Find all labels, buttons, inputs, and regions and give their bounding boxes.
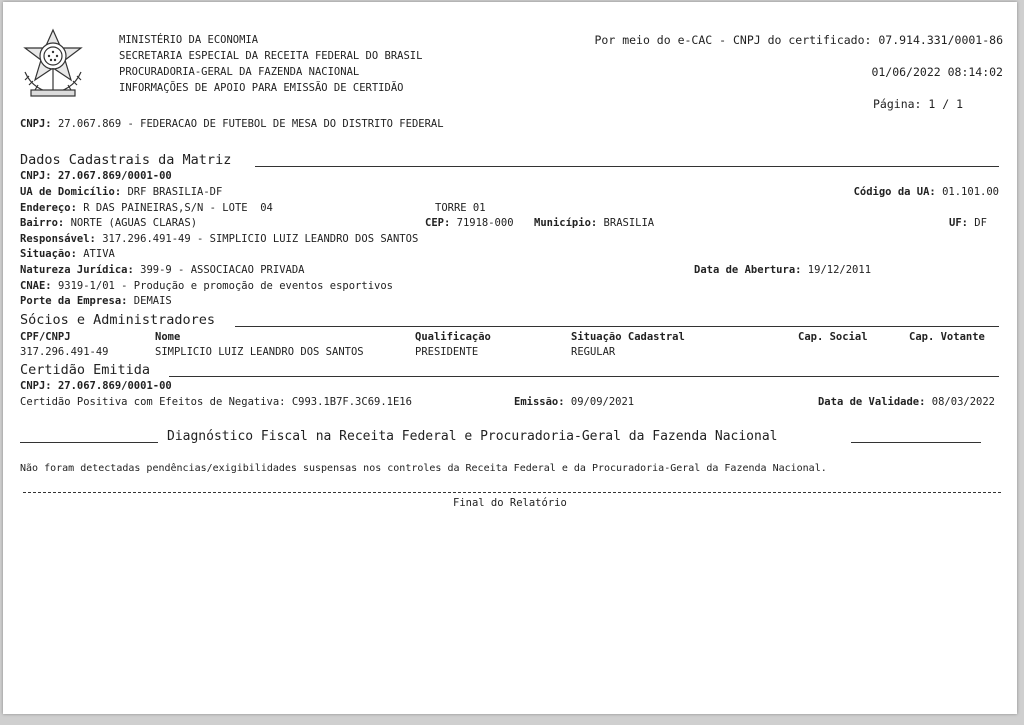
dados-natureza-label: Natureza Jurídica: bbox=[20, 264, 134, 276]
dados-porte-value: DEMAIS bbox=[133, 295, 172, 307]
dados-natureza bbox=[20, 264, 305, 277]
dados-responsavel bbox=[20, 233, 418, 246]
dados-ua-label: UA de Domicílio: bbox=[20, 186, 122, 198]
dados-endereco bbox=[20, 202, 273, 215]
dados-complemento: TORRE 01 bbox=[435, 202, 486, 214]
brazil-coat-of-arms-icon bbox=[17, 26, 89, 102]
dados-codigo-ua-label: Código da UA: bbox=[853, 186, 936, 198]
dados-uf-label: UF: bbox=[949, 217, 968, 229]
section-rule bbox=[169, 376, 999, 377]
certidao-emissao bbox=[514, 396, 634, 409]
dados-bairro-value: NORTE (AGUAS CLARAS) bbox=[70, 217, 198, 229]
dados-cep-value: 71918-000 bbox=[456, 217, 514, 229]
dados-cep bbox=[425, 217, 514, 230]
certidao-emissao-label: Emissão: bbox=[514, 396, 565, 408]
procuradoria-name: PROCURADORIA-GERAL DA FAZENDA NACIONAL bbox=[119, 66, 360, 78]
dados-municipio bbox=[534, 217, 654, 230]
socio-situacao: REGULAR bbox=[571, 346, 616, 358]
secretariat-name: SECRETARIA ESPECIAL DA RECEITA FEDERAL DO BRASIL bbox=[119, 50, 423, 62]
dados-uf bbox=[949, 217, 987, 230]
section-title-dados: Dados Cadastrais da Matriz bbox=[20, 152, 232, 168]
section-title-certidao: Certidão Emitida bbox=[20, 362, 151, 378]
dados-cnae bbox=[20, 280, 393, 293]
certidao-validade-label: Data de Validade: bbox=[817, 396, 926, 408]
socios-header-situacao: Situação Cadastral bbox=[571, 331, 685, 343]
dados-endereco-value: R DAS PAINEIRAS,S/N - LOTE 04 bbox=[83, 202, 273, 214]
dados-endereco-label: Endereço: bbox=[20, 202, 77, 214]
dados-responsavel-label: Responsável: bbox=[20, 233, 96, 245]
diagnostico-text: Não foram detectadas pendências/exigibilidades suspensas nos controles da Receita Federal e da Procuradoria-Geral da Fazenda Nacional. bbox=[20, 463, 827, 474]
diagnostico-rule-left bbox=[20, 442, 158, 443]
dados-situacao-label: Situação: bbox=[20, 248, 77, 260]
dados-situacao bbox=[20, 248, 115, 261]
dados-abertura bbox=[694, 264, 871, 277]
footer-text: Final do Relatório bbox=[453, 497, 567, 509]
dados-cnae-value: 9319-1/01 - Produção e promoção de eventos esportivos bbox=[57, 280, 393, 292]
dados-uf-value: DF bbox=[974, 217, 987, 229]
socios-header-cap-votante: Cap. Votante bbox=[909, 331, 985, 343]
footer-rule bbox=[23, 492, 1001, 493]
certidao-emissao-value: 09/09/2021 bbox=[570, 396, 635, 408]
dados-municipio-label: Município: bbox=[534, 217, 598, 229]
dados-cnpj-value: 27.067.869/0001-00 bbox=[57, 170, 172, 182]
dados-cnpj bbox=[20, 170, 172, 183]
source-info: Por meio do e-CAC - CNPJ do certificado: 07.914.331/0001-86 bbox=[594, 33, 1003, 47]
section-title-socios: Sócios e Administradores bbox=[20, 312, 216, 328]
certidao-tipo-label: Certidão Positiva com Efeitos de Negativa: bbox=[20, 396, 286, 408]
page-number bbox=[873, 98, 963, 111]
socios-header-qualificacao: Qualificação bbox=[415, 331, 491, 343]
certidao-codigo: C993.1B7F.3C69.1E16 bbox=[291, 396, 412, 408]
section-rule bbox=[255, 166, 999, 167]
dados-cnae-label: CNAE: bbox=[20, 280, 52, 292]
dados-abertura-label: Data de Abertura: bbox=[694, 264, 802, 276]
certidao-validade bbox=[818, 396, 995, 409]
report-title: INFORMAÇÕES DE APOIO PARA EMISSÃO DE CERTIDÃO bbox=[119, 82, 404, 94]
header-cnpj-value: 27.067.869 - FEDERACAO DE FUTEBOL DE MESA DO DISTRITO FEDERAL bbox=[57, 118, 444, 130]
dados-situacao-value: ATIVA bbox=[83, 248, 115, 260]
dados-porte bbox=[20, 295, 172, 308]
dados-codigo-ua-value: 01.101.00 bbox=[942, 186, 999, 198]
dados-bairro bbox=[20, 217, 197, 230]
ministry-name: MINISTÉRIO DA ECONOMIA bbox=[119, 34, 259, 46]
header-cnpj bbox=[20, 118, 444, 131]
dados-abertura-value: 19/12/2011 bbox=[807, 264, 872, 276]
certidao-cnpj-value: 27.067.869/0001-00 bbox=[57, 380, 172, 392]
dados-municipio-value: BRASILIA bbox=[603, 217, 655, 229]
certidao-cnpj bbox=[20, 380, 172, 393]
certidao-tipo bbox=[20, 396, 412, 409]
dados-cep-label: CEP: bbox=[425, 217, 451, 229]
dados-ua-value: DRF BRASILIA-DF bbox=[127, 186, 223, 198]
dados-natureza-value: 399-9 - ASSOCIACAO PRIVADA bbox=[140, 264, 305, 276]
socios-header-cpf: CPF/CNPJ bbox=[20, 331, 71, 343]
diagnostico-title: Diagnóstico Fiscal na Receita Federal e Procuradoria-Geral da Fazenda Nacional bbox=[167, 429, 778, 444]
dados-codigo-ua bbox=[854, 186, 999, 199]
socios-header-nome: Nome bbox=[155, 331, 181, 343]
header-cnpj-label: CNPJ: bbox=[20, 118, 52, 130]
diagnostico-rule-right bbox=[851, 442, 981, 443]
dados-ua bbox=[20, 186, 222, 199]
report-datetime: 01/06/2022 08:14:02 bbox=[871, 65, 1003, 79]
socio-nome: SIMPLICIO LUIZ LEANDRO DOS SANTOS bbox=[155, 346, 364, 358]
page-label: Página: bbox=[873, 97, 922, 111]
socio-cpf: 317.296.491-49 bbox=[20, 346, 109, 358]
section-rule bbox=[235, 326, 999, 327]
dados-cnpj-label: CNPJ: bbox=[20, 170, 52, 182]
socio-qualificacao: PRESIDENTE bbox=[415, 346, 479, 358]
page-value: 1 / 1 bbox=[928, 97, 964, 111]
dados-bairro-label: Bairro: bbox=[20, 217, 65, 229]
certidao-validade-value: 08/03/2022 bbox=[931, 396, 995, 408]
dados-porte-label: Porte da Empresa: bbox=[20, 295, 128, 307]
certidao-cnpj-label: CNPJ: bbox=[20, 380, 52, 392]
report-page bbox=[3, 2, 1017, 714]
dados-responsavel-value: 317.296.491-49 - SIMPLICIO LUIZ LEANDRO DOS SANTOS bbox=[102, 233, 419, 245]
socios-header-cap-social: Cap. Social bbox=[798, 331, 868, 343]
